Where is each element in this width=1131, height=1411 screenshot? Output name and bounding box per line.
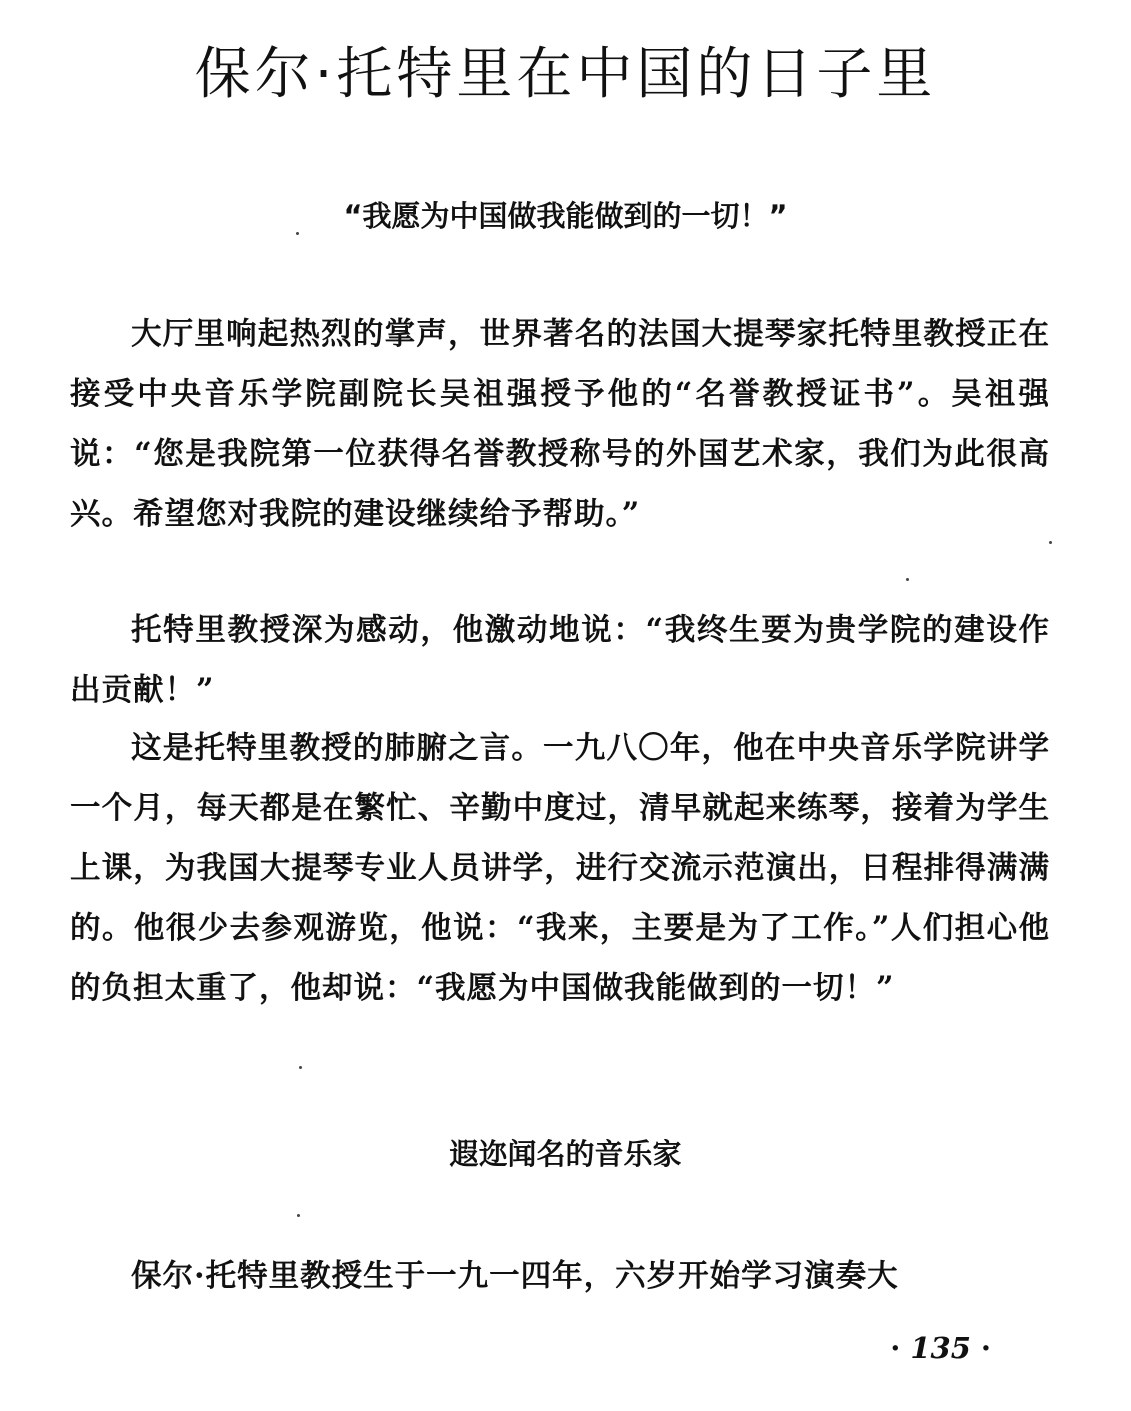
paragraph-4: 保尔·托特里教授生于一九一四年，六岁开始学习演奏大 [131, 1258, 899, 1294]
page-number [880, 1328, 1001, 1368]
paragraph-1: 大厅里响起热烈的掌声，世界著名的法国大提琴家托特里教授正在接受中央音乐学院副院长吴祖强授予他的“名誉教授证书”。吴祖强说：“您是我院第一位获得名誉教授称号的外国艺术家，我们为此很高兴。希望您对我院的建设继续给予帮助。” [70, 316, 1050, 532]
scan-speck [1049, 541, 1052, 544]
section-heading-2: 遐迩闻名的音乐家 [449, 1137, 682, 1171]
page-number-value: 135 [910, 1331, 971, 1365]
scan-speck [299, 1066, 302, 1069]
page-title: 保尔·托特里在中国的日子里 [194, 42, 937, 107]
section-heading-1: “我愿为中国做我能做到的一切！” [343, 199, 788, 233]
page-number-dot-left: · [890, 1331, 901, 1365]
scan-speck [297, 1214, 300, 1217]
paragraph-2: 托特里教授深为感动，他激动地说：“我终生要为贵学院的建设作出贡献！” [70, 612, 1050, 708]
paragraph-3: 这是托特里教授的肺腑之言。一九八〇年，他在中央音乐学院讲学一个月，每天都是在繁忙、辛勤中度过，清早就起来练琴，接着为学生上课，为我国大提琴专业人员讲学，进行交流示范演出，日程排得满满的。他很少去参观游览，他说：“我来，主要是为了工作。”人们担心他的负担太重了，他却说：“我愿为中国做我能做到的一切！” [70, 730, 1050, 1006]
scan-speck [906, 578, 909, 581]
page-number-dot-right: · [980, 1331, 991, 1365]
scan-speck [296, 232, 299, 235]
